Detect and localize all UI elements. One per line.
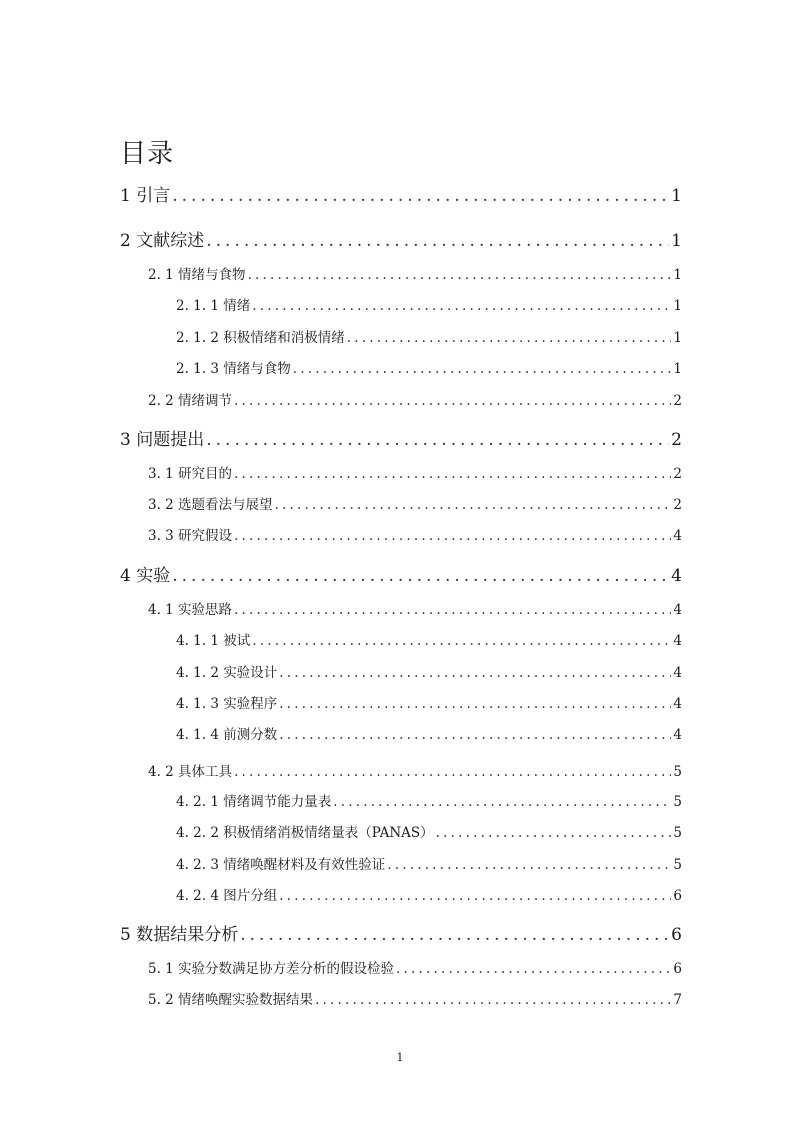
toc-dot-leader xyxy=(293,361,672,377)
toc-entry-label: 4. 1 实验思路 xyxy=(148,602,233,618)
toc-dot-leader xyxy=(315,992,671,1008)
toc-entry-page-number: 2 xyxy=(673,466,682,482)
toc-title: 目录 xyxy=(120,139,175,169)
toc-dot-leader xyxy=(436,825,672,841)
toc-entry xyxy=(148,462,682,482)
toc-entry-page-number: 6 xyxy=(673,888,682,904)
toc-entry-label: 2 文献综述 xyxy=(120,231,205,251)
toc-dot-leader xyxy=(252,633,671,649)
toc-entry xyxy=(120,226,682,251)
toc-entry-page-number: 5 xyxy=(673,857,682,873)
toc-entry xyxy=(176,661,682,681)
toc-entry-label: 4. 1. 1 被试 xyxy=(176,633,251,649)
toc-entry-label: 2. 1. 2 积极情绪和消极情绪 xyxy=(176,330,345,346)
toc-entry-label: 2. 1 情绪与食物 xyxy=(148,267,246,283)
toc-entry-page-number: 4 xyxy=(673,727,682,743)
toc-entry xyxy=(120,425,682,450)
toc-entry-label: 4. 2. 2 积极情绪消极情绪量表（PANAS） xyxy=(176,825,434,841)
toc-entry-label: 5. 2 情绪唤醒实验数据结果 xyxy=(148,992,314,1008)
toc-entry-label: 5 数据结果分析 xyxy=(120,925,239,945)
toc-dot-leader xyxy=(234,466,671,482)
toc-entry-page-number: 1 xyxy=(673,330,682,346)
toc-entry xyxy=(120,181,682,206)
toc-entry xyxy=(176,357,682,377)
toc-entry-label: 3. 2 选题看法与展望 xyxy=(148,497,273,513)
toc-dot-leader xyxy=(252,298,671,314)
toc-dot-leader xyxy=(234,602,671,618)
toc-entry-label: 2. 1. 1 情绪 xyxy=(176,298,251,314)
toc-entry-label: 4. 2. 3 情绪唤醒材料及有效性验证 xyxy=(176,857,386,873)
toc-dot-leader xyxy=(172,566,669,586)
toc-entry xyxy=(148,524,682,544)
toc-dot-leader xyxy=(248,267,672,283)
toc-entry-label: 2. 2 情绪调节 xyxy=(148,393,233,409)
toc-entry-page-number: 2 xyxy=(671,430,682,450)
toc-entry xyxy=(148,957,682,977)
toc-entry-page-number: 5 xyxy=(673,764,682,780)
toc-dot-leader xyxy=(234,393,671,409)
toc-entry-page-number: 2 xyxy=(673,497,682,513)
toc-entry-page-number: 4 xyxy=(671,566,682,586)
toc-entry-page-number: 1 xyxy=(673,361,682,377)
toc-entry-page-number: 1 xyxy=(673,298,682,314)
toc-dot-leader xyxy=(206,430,669,450)
toc-entry-label: 4 实验 xyxy=(120,566,171,586)
toc-dot-leader xyxy=(333,794,671,810)
toc-entry xyxy=(176,692,682,712)
toc-entry-page-number: 6 xyxy=(671,925,682,945)
toc-entry-label: 4. 1. 3 实验程序 xyxy=(176,696,278,712)
toc-entry xyxy=(176,853,682,873)
toc-entry-page-number: 4 xyxy=(673,665,682,681)
toc-dot-leader xyxy=(206,231,669,251)
toc-entry xyxy=(148,988,682,1008)
toc-dot-leader xyxy=(234,528,671,544)
toc-entry xyxy=(176,629,682,649)
toc-entry-page-number: 6 xyxy=(673,961,682,977)
toc-entry-label: 4. 2. 1 情绪调节能力量表 xyxy=(176,794,332,810)
toc-entry-label: 4. 1. 2 实验设计 xyxy=(176,665,278,681)
toc-entry-label: 5. 1 实验分数满足协方差分析的假设检验 xyxy=(148,961,395,977)
toc-entry xyxy=(148,598,682,618)
toc-dot-leader xyxy=(172,186,669,206)
toc-entry xyxy=(148,389,682,409)
toc-dot-leader xyxy=(279,888,671,904)
toc-entry-page-number: 4 xyxy=(673,602,682,618)
toc-entry-label: 3. 1 研究目的 xyxy=(148,466,233,482)
toc-entry-page-number: 1 xyxy=(671,231,682,251)
toc-dot-leader xyxy=(396,961,671,977)
toc-entry-page-number: 4 xyxy=(673,633,682,649)
toc-dot-leader xyxy=(234,764,671,780)
toc-entry-page-number: 7 xyxy=(673,992,682,1008)
toc-entry-page-number: 1 xyxy=(671,186,682,206)
toc-dot-leader xyxy=(240,925,669,945)
toc-entry-label: 4. 2 具体工具 xyxy=(148,764,233,780)
toc-entry xyxy=(176,294,682,314)
toc-entry-page-number: 5 xyxy=(673,825,682,841)
page-number-footer: 1 xyxy=(396,1051,404,1064)
toc-entry-page-number: 4 xyxy=(673,528,682,544)
toc-entry-page-number: 4 xyxy=(673,696,682,712)
toc-entry xyxy=(176,884,682,904)
toc-entry-label: 4. 2. 4 图片分组 xyxy=(176,888,278,904)
toc-dot-leader xyxy=(275,497,672,513)
toc-entry xyxy=(148,263,682,283)
toc-dot-leader xyxy=(387,857,671,873)
toc-entry xyxy=(176,790,682,810)
toc-entry xyxy=(148,493,682,513)
toc-entry-page-number: 1 xyxy=(673,267,682,283)
toc-entry xyxy=(120,920,682,945)
toc-entry xyxy=(148,760,682,780)
toc-dot-leader xyxy=(279,665,671,681)
toc-entry-page-number: 2 xyxy=(673,393,682,409)
toc-entry xyxy=(176,723,682,743)
toc-dot-leader xyxy=(279,727,671,743)
toc-entry-label: 4. 1. 4 前测分数 xyxy=(176,727,278,743)
toc-entry-page-number: 5 xyxy=(673,794,682,810)
toc-entry xyxy=(120,561,682,586)
toc-entry-label: 3. 3 研究假设 xyxy=(148,528,233,544)
toc-entry-label: 3 问题提出 xyxy=(120,430,205,450)
toc-dot-leader xyxy=(279,696,671,712)
toc-dot-leader xyxy=(347,330,672,346)
toc-entry-label: 1 引言 xyxy=(120,186,171,206)
toc-entry xyxy=(176,821,682,841)
toc-entry xyxy=(176,326,682,346)
toc-entry-label: 2. 1. 3 情绪与食物 xyxy=(176,361,291,377)
